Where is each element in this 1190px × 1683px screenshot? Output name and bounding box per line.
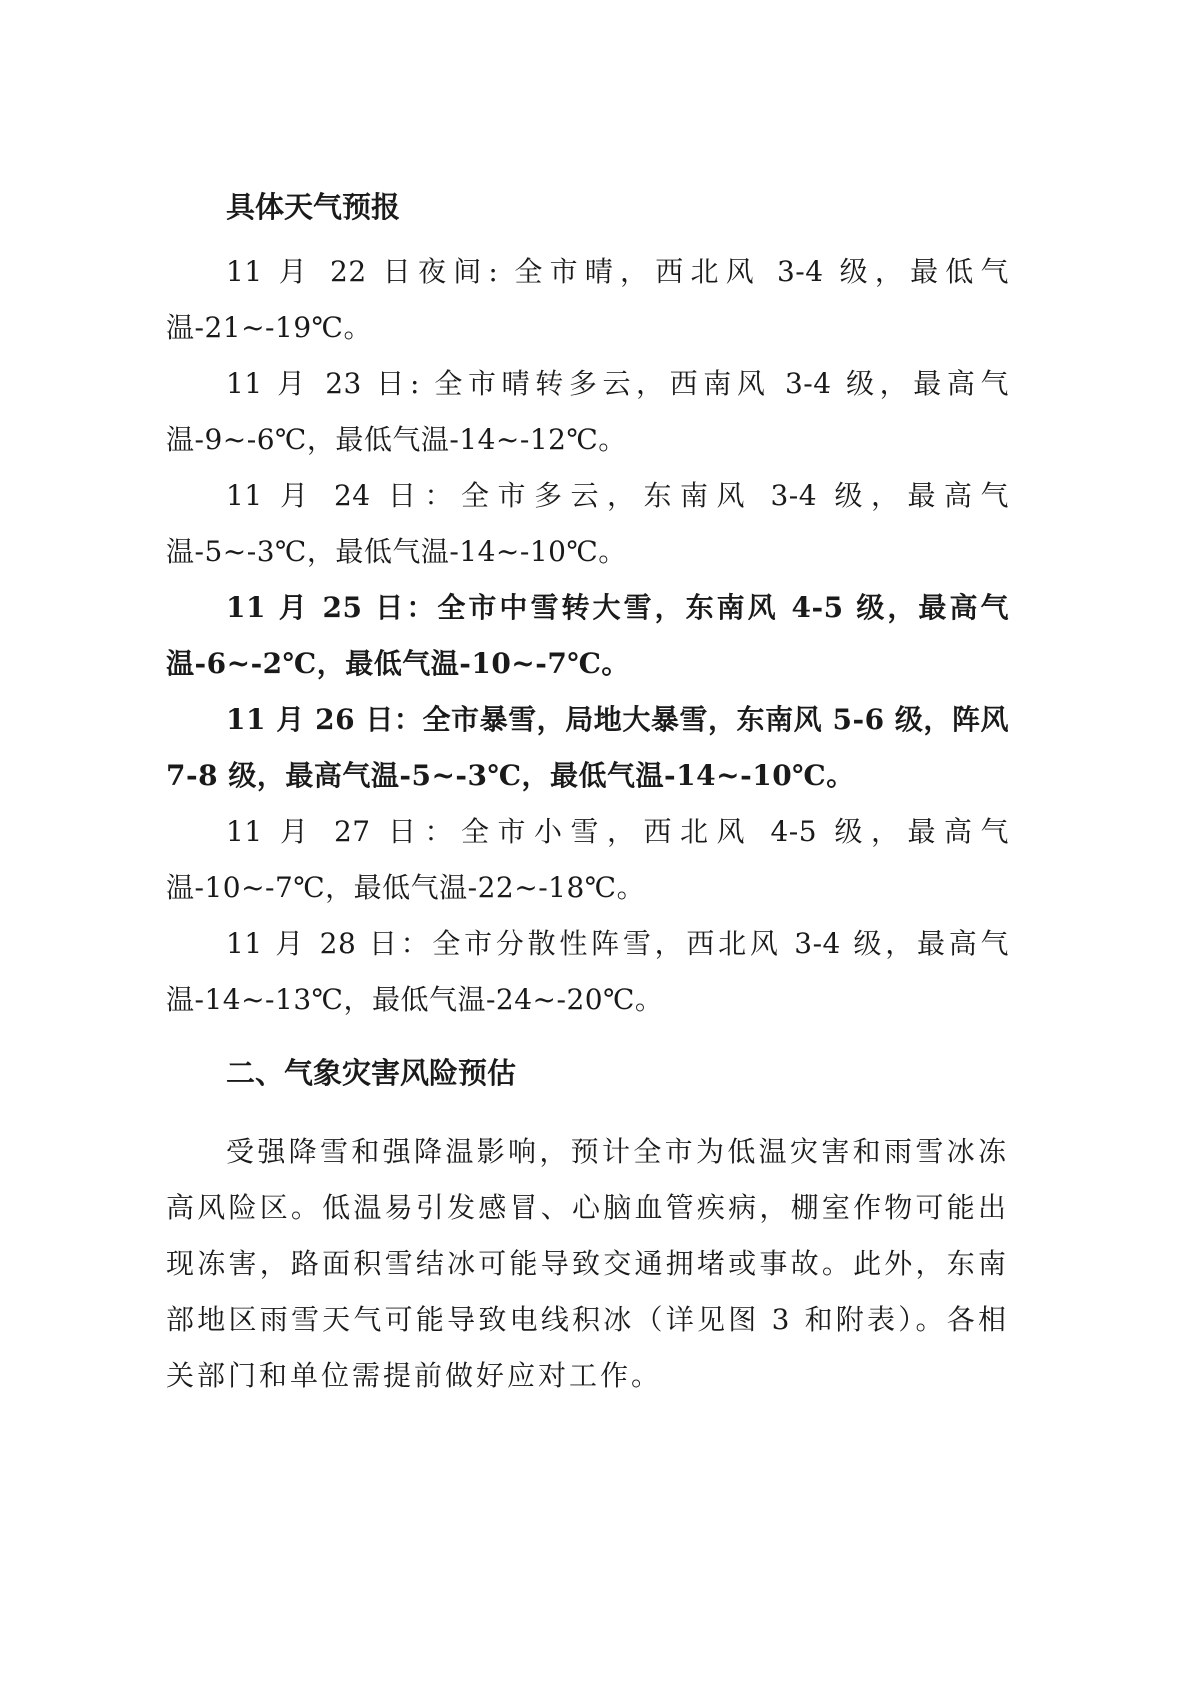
document-content	[166, 186, 1009, 1404]
forecast-day-28: 11 月 28 日：全市分散性阵雪，西北风 3-4 级，最高气温-14~-13℃，最低气温-24~-20℃。	[166, 927, 1009, 1016]
forecast-day-26: 11 月 26 日：全市暴雪，局地大暴雪，东南风 5-6 级，阵风 7-8 级，最高气温-5~-3℃，最低气温-14~-10℃。	[166, 703, 1009, 792]
forecast-day-22: 11 月 22 日夜间: 全市晴，西北风 3-4 级，最低气温-21~-19℃。	[166, 255, 1009, 344]
forecast-list	[166, 244, 1009, 1028]
forecast-day-27: 11 月 27 日：全市小雪，西北风 4-5 级，最高气温-10~-7℃，最低气温-22~-18℃。	[166, 815, 1009, 904]
risk-heading: 二、气象灾害风险预估	[226, 1056, 517, 1090]
risk-body-paragraph: 受强降雪和强降温影响，预计全市为低温灾害和雨雪冰冻高风险区。低温易引发感冒、心脑血管疾病，棚室作物可能出现冻害，路面积雪结冰可能导致交通拥堵或事故。此外，东南部地区雨雪天气可能导致电线积冰（详见图 3 和附表）。各相关部门和单位需提前做好应对工作。	[166, 1135, 1009, 1392]
forecast-day-24: 11 月 24 日：全市多云，东南风 3-4 级，最高气温-5~-3℃，最低气温-14~-10℃。	[166, 479, 1009, 568]
forecast-heading: 具体天气预报	[226, 190, 401, 224]
forecast-day-25: 11 月 25 日：全市中雪转大雪，东南风 4-5 级，最高气温-6~-2℃，最低气温-10~-7℃。	[166, 591, 1009, 680]
risk-section	[166, 1124, 1009, 1404]
forecast-day-23: 11 月 23 日: 全市晴转多云，西南风 3-4 级，最高气温-9~-6℃，最低气温-14~-12℃。	[166, 367, 1009, 456]
